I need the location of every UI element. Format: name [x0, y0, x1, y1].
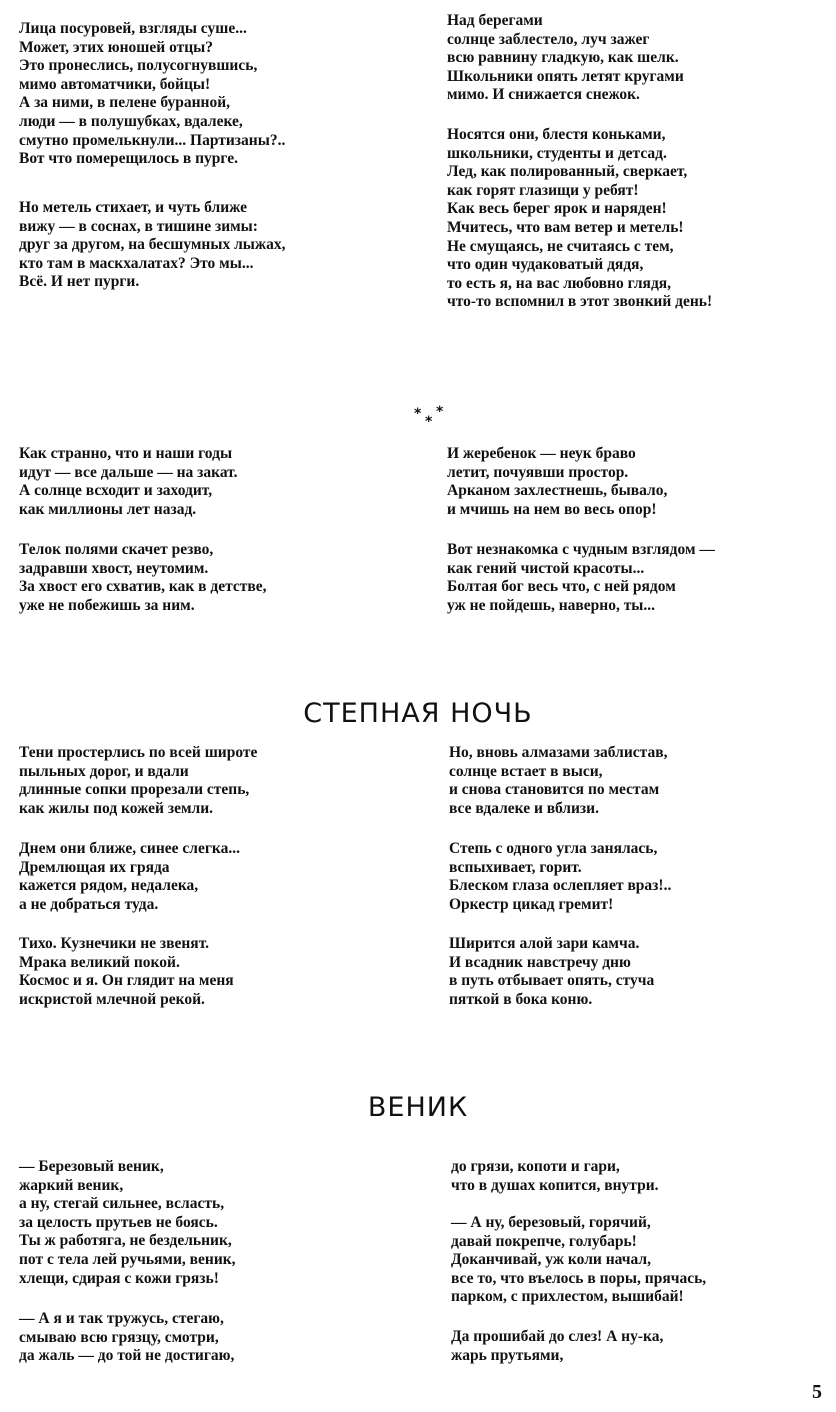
poem4-left-stanza-1: [19, 1158, 236, 1288]
poem-line: И жеребенок — неук браво: [447, 445, 636, 462]
poem-line: Вот что померещилось в пурге.: [19, 150, 239, 168]
poem-line: школьники, студенты и детсад.: [447, 144, 667, 162]
separator-star: *: [414, 406, 422, 422]
poem-line: Оркестр цикад гремит!: [449, 895, 614, 913]
poem-line: Телок полями скачет резво,: [19, 541, 214, 558]
poem3-left-stanza-3: [19, 935, 234, 1009]
poem-line: пяткой в бока коню.: [449, 990, 593, 1008]
poem-line: Носятся они, блестя коньками,: [447, 126, 666, 143]
poem2-right-stanza-1: [447, 445, 667, 519]
poem-line: за целость прутьев не боясь.: [19, 1213, 218, 1231]
poem-line: Не смущаясь, не считаясь с тем,: [447, 237, 674, 255]
poem-line: мимо. И снижается снежок.: [447, 86, 640, 104]
page-number: 5: [812, 1381, 822, 1403]
poem-line: кто там в маскхалатах? Это мы...: [19, 254, 254, 272]
poem-line: смываю всю грязцу, смотри,: [19, 1328, 219, 1346]
poem-line: — А ну, березовый, горячий,: [451, 1214, 651, 1231]
poem-line: Блеском глаза ослепляет враз!..: [449, 877, 672, 895]
poem-title-venik: ВЕНИК: [367, 1092, 469, 1123]
poem-line: Арканом захлестнешь, бывало,: [447, 482, 668, 500]
poem-line: как гений чистой красоты...: [447, 559, 645, 577]
poem-line: Может, этих юношей отцы?: [19, 38, 214, 56]
poem4-right-stanza-2: [451, 1214, 706, 1307]
poem-line: Мрака великий покой.: [19, 953, 180, 971]
separator-star: *: [425, 414, 433, 430]
poem-line: Но, вновь алмазами заблистав,: [449, 744, 668, 761]
poem-line: А солнце всходит и заходит,: [19, 482, 213, 500]
poem-line: Это пронеслись, полусогнувшись,: [19, 57, 258, 75]
poem-line: уж не пойдешь, наверно, ты...: [447, 596, 656, 614]
poem-line: летит, почуявши простор.: [447, 463, 629, 481]
poem3-right-stanza-1: [449, 744, 667, 818]
poem-line: А за ними, в пелене буранной,: [19, 94, 231, 112]
poem3-right-stanza-2: [449, 840, 671, 914]
poem-line: то есть я, на вас любовно глядя,: [447, 274, 672, 292]
poem-line: Как странно, что и наши годы: [19, 445, 233, 462]
poem3-left-stanza-2: [19, 840, 240, 914]
poem-line: люди — в полушубках, вдалеке,: [19, 112, 243, 130]
poem4-left-stanza-2: [19, 1310, 234, 1366]
poem-line: хлещи, сдирая с кожи грязь!: [19, 1269, 219, 1287]
poem-line: Космос и я. Он глядит на меня: [19, 972, 234, 990]
poem-line: И всадник навстречу дню: [449, 953, 631, 971]
poem3-right-stanza-3: [449, 935, 654, 1009]
poem2-right-stanza-2: [447, 541, 715, 615]
poem-line: Всё. И нет пурги.: [19, 273, 140, 291]
poem-line: солнце встает в выси,: [449, 762, 603, 780]
poem-line: пот с тела лей ручьями, веник,: [19, 1250, 236, 1268]
poem-line: пыльных дорог, и вдали: [19, 762, 189, 780]
poem-line: уже не побежишь за ним.: [19, 596, 195, 614]
poem3-left-stanza-1: [19, 744, 257, 818]
poem-line: Степь с одного угла занялась,: [449, 840, 658, 857]
poem-line: Мчитесь, что вам ветер и метель!: [447, 218, 684, 236]
poem-line: За хвост его схватив, как в детстве,: [19, 578, 267, 596]
poem-line: мимо автоматчики, бойцы!: [19, 75, 211, 93]
stanza-separator: [410, 404, 450, 434]
poem-line: все вдалеке и вблизи.: [449, 799, 599, 817]
poem-line: что один чудаковатый дядя,: [447, 256, 644, 274]
poem-line: смутно промелькнули... Партизаны?..: [19, 131, 286, 149]
poem-line: друг за другом, на бесшумных лыжах,: [19, 236, 286, 254]
poem-line: кажется рядом, недалека,: [19, 877, 199, 895]
poem-line: да жаль — до той не достигаю,: [19, 1347, 235, 1365]
poem-line: что-то вспомнил в этот звонкий день!: [447, 293, 713, 311]
poem-line: а не добраться туда.: [19, 895, 159, 913]
poem-line: жаркий веник,: [19, 1176, 124, 1194]
poem-line: вспыхивает, горит.: [449, 858, 582, 876]
poem1-left-stanza-2: [19, 199, 286, 292]
poem-line: — А я и так тружусь, стегаю,: [19, 1310, 224, 1327]
poem-line: Над берегами: [447, 12, 543, 29]
poem-line: как миллионы лет назад.: [19, 500, 197, 518]
poem-line: как жилы под кожей земли.: [19, 799, 214, 817]
poem-line: идут — все дальше — на закат.: [19, 463, 238, 481]
poem2-left-stanza-2: [19, 541, 267, 615]
poem-line: Дремлющая их гряда: [19, 858, 170, 876]
poem-line: жарь прутьями,: [451, 1346, 564, 1364]
poem-line: Но метель стихает, и чуть ближе: [19, 199, 248, 216]
poem-line: и мчишь на нем во весь опор!: [447, 500, 657, 518]
poem-line: а ну, стегай сильнее, всласть,: [19, 1195, 225, 1213]
poem2-left-stanza-1: [19, 445, 238, 519]
poem-line: Да прошибай до слез! А ну-ка,: [451, 1328, 664, 1345]
poem-line: Вот незнакомка с чудным взглядом —: [447, 541, 715, 558]
poem-line: искристой млечной рекой.: [19, 990, 205, 1008]
poem-line: задравши хвост, неутомим.: [19, 559, 209, 577]
poem-line: и снова становится по местам: [449, 781, 660, 799]
poem-line: Ширится алой зари камча.: [449, 935, 640, 952]
poem-line: до грязи, копоти и гари,: [451, 1158, 620, 1175]
poem-title-stepnaya-noch: СТЕПНАЯ НОЧЬ: [303, 698, 533, 729]
poem-line: давай покрепче, голубарь!: [451, 1232, 637, 1250]
poem-line: Тихо. Кузнечики не звенят.: [19, 935, 210, 952]
poem4-right-stanza-1: [451, 1158, 659, 1195]
poem-line: — Березовый веник,: [19, 1158, 164, 1175]
poem-line: Лица посуровей, взгляды суше...: [19, 20, 247, 37]
poem1-left-stanza-1: [19, 20, 285, 169]
poem-line: все то, что въелось в поры, прячась,: [451, 1269, 707, 1287]
poem-line: Доканчивай, уж коли начал,: [451, 1251, 651, 1269]
poem-line: Днем они ближе, синее слегка...: [19, 840, 240, 857]
poem1-right-stanza-1: [447, 12, 684, 105]
poem-line: всю равнину гладкую, как шелк.: [447, 49, 679, 67]
poem-line: Ты ж работяга, не бездельник,: [19, 1232, 232, 1250]
poem-line: как горят глазищи у ребят!: [447, 181, 639, 199]
poem-line: что в душах копится, внутри.: [451, 1176, 659, 1194]
poem-line: длинные сопки прорезали степь,: [19, 781, 250, 799]
poem-line: Тени простерлись по всей широте: [19, 744, 258, 761]
poem1-right-stanza-2: [447, 126, 712, 312]
poem-line: парком, с прихлестом, вышибай!: [451, 1288, 684, 1306]
poem-line: солнце заблестело, луч зажег: [447, 30, 650, 48]
poem-line: в путь отбывает опять, стуча: [449, 972, 655, 990]
poem-line: Болтая бог весь что, с ней рядом: [447, 578, 676, 596]
poem-line: Лед, как полированный, сверкает,: [447, 163, 688, 181]
poem-line: Как весь берег ярок и наряден!: [447, 200, 667, 218]
separator-star: *: [436, 404, 444, 420]
poem-line: вижу — в соснах, в тишине зимы:: [19, 217, 258, 235]
poem4-right-stanza-3: [451, 1328, 663, 1365]
poem-line: Школьники опять летят кругами: [447, 67, 684, 85]
